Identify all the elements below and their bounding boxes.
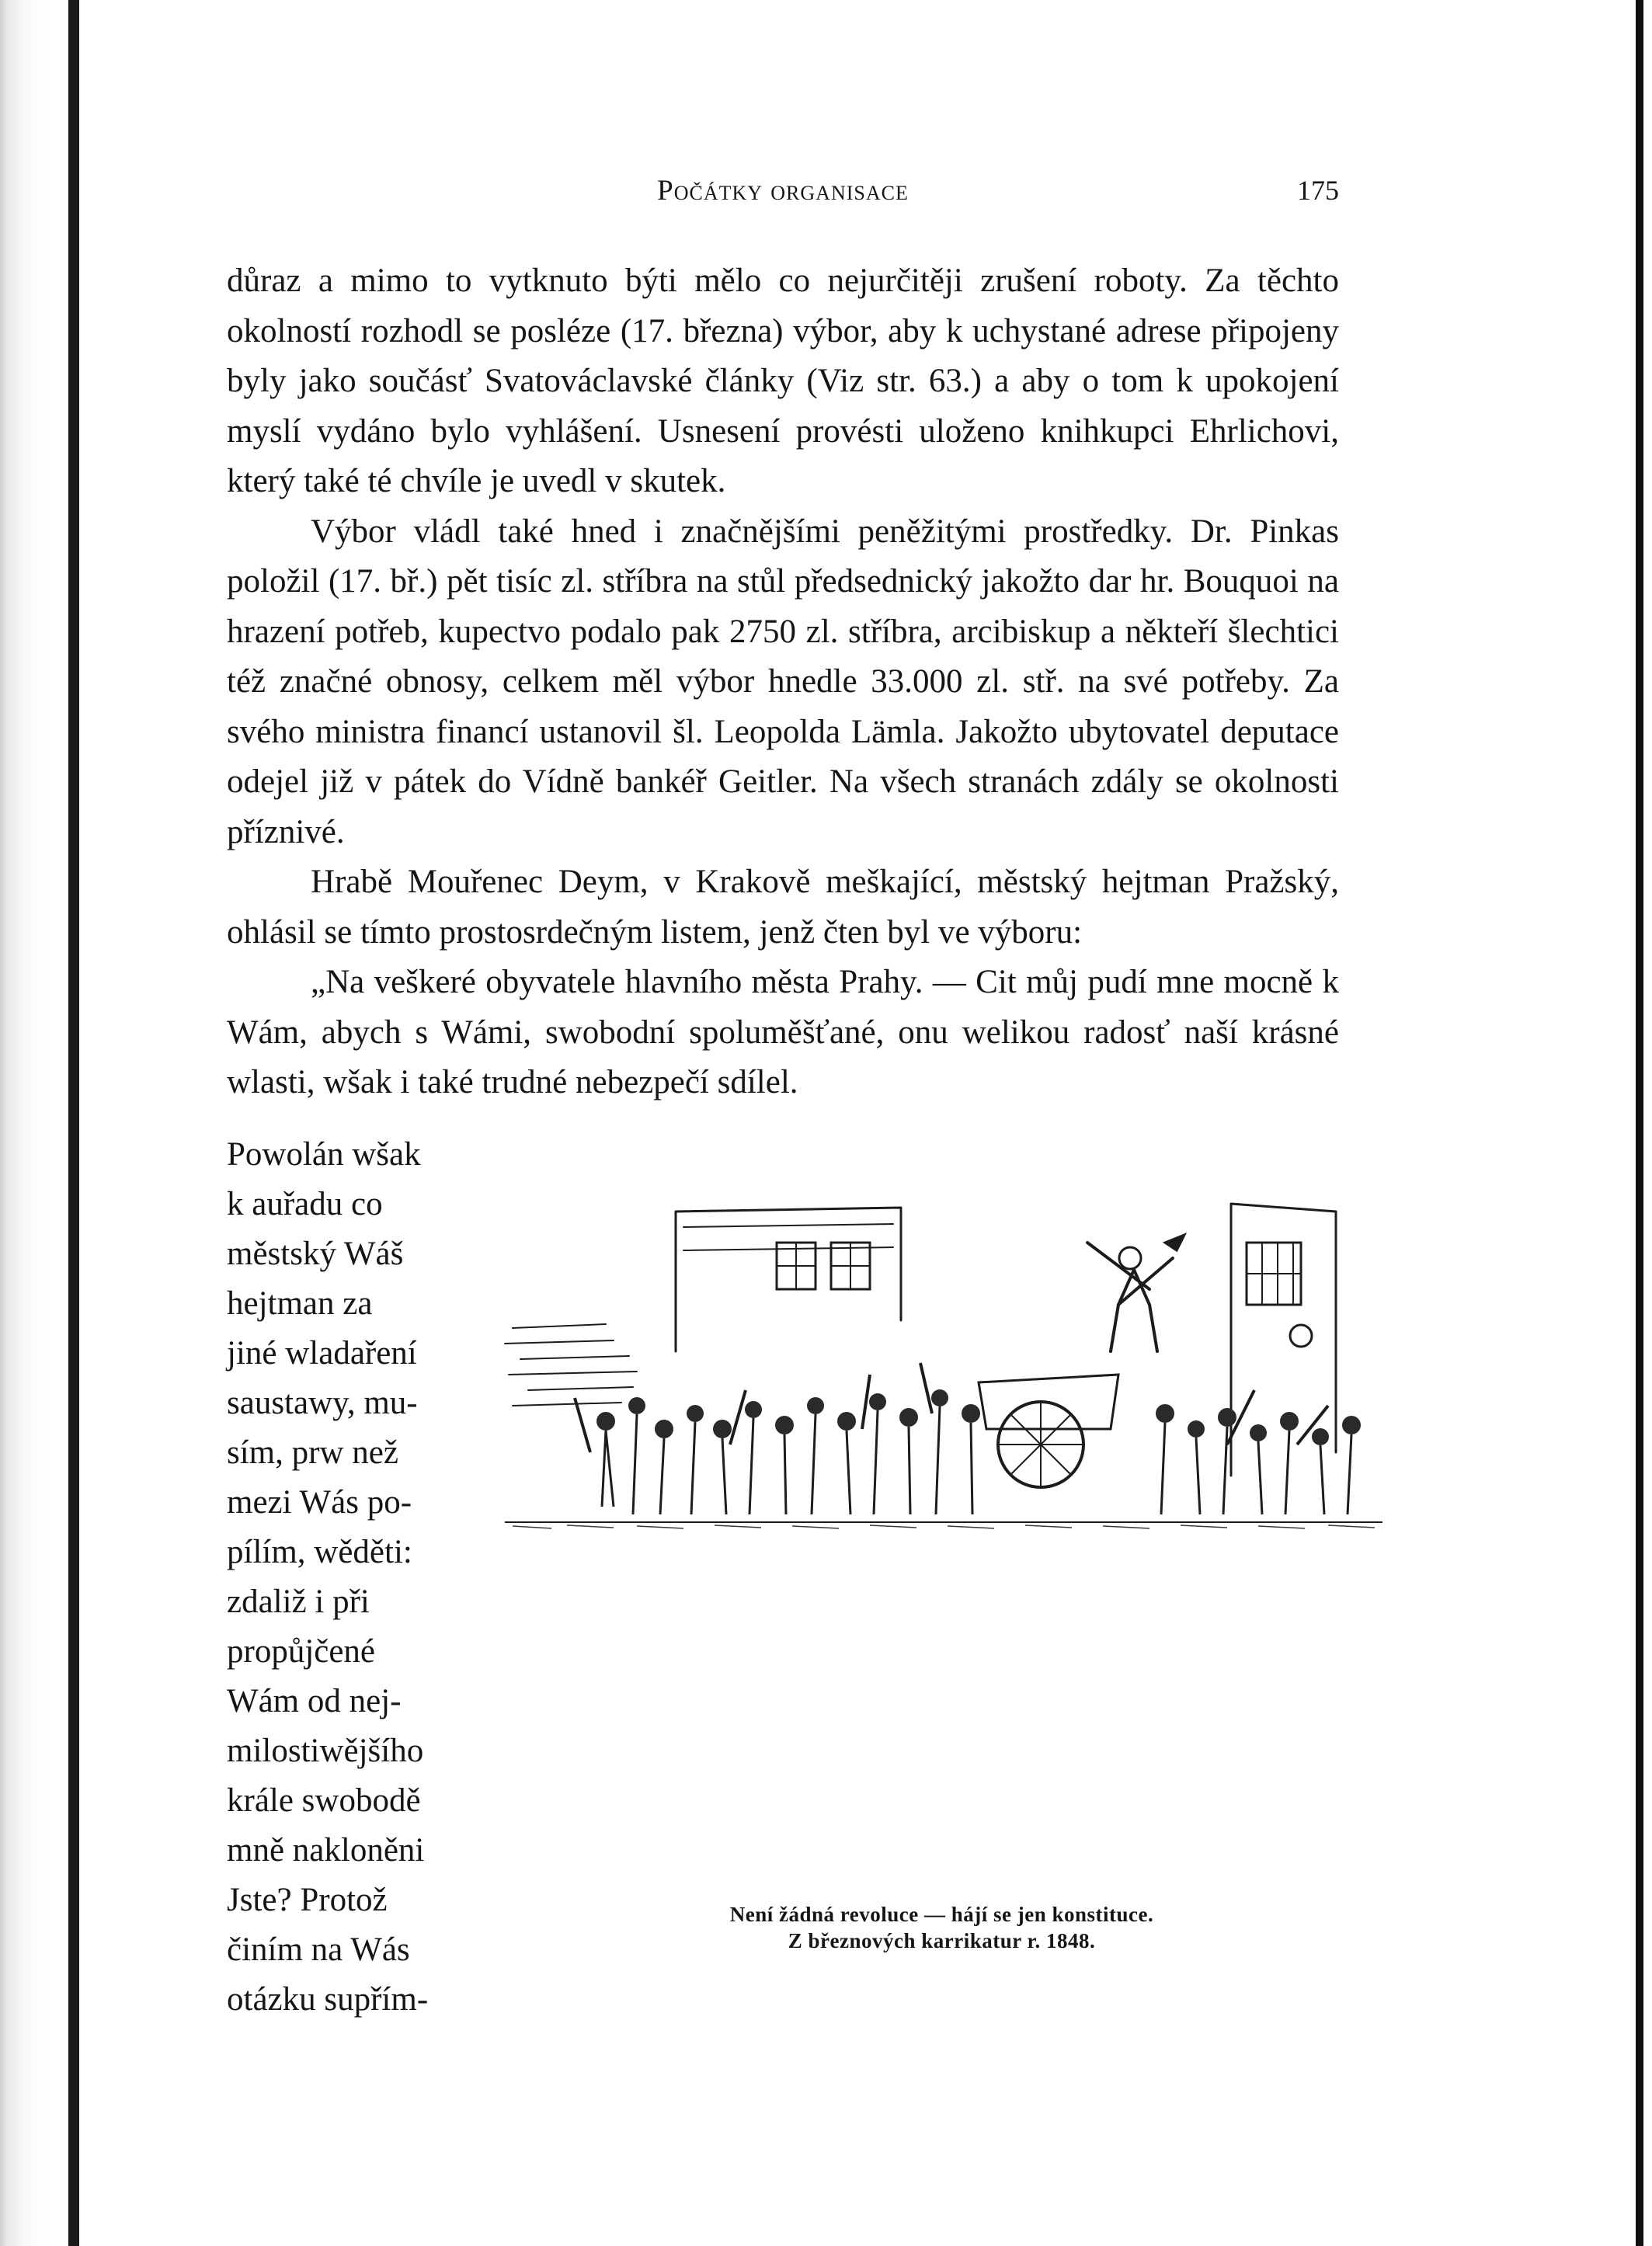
narrow-line: činím na Wás: [227, 1931, 410, 1968]
page-right-edge: [1636, 0, 1643, 2246]
narrow-line: k auřadu co: [227, 1186, 383, 1222]
narrow-line: saustawy, mu-: [227, 1385, 418, 1421]
narrow-line: Wám od nej-: [227, 1683, 402, 1719]
narrow-line: sím, prw než: [227, 1434, 398, 1471]
narrow-line: mně nakloněni: [227, 1832, 425, 1869]
narrow-line: krále swobodě: [227, 1782, 421, 1819]
narrow-line: milostiwějšího: [227, 1733, 424, 1769]
narrow-line: městský Wáš: [227, 1236, 404, 1272]
paragraph-4: „Na veškeré obyvatele hlavního města Prahy. — Cit můj pudí mne mocně k Wám, abych s Wámi, swobodní spoluměšťané, onu welikou radosť naší krásné wlasti, wšak i také trudné nebezpečí sdílel.: [227, 964, 1339, 1100]
body-text: [227, 256, 1339, 1108]
narrow-line: propůjčené: [227, 1633, 376, 1670]
narrow-line: hejtman za: [227, 1285, 373, 1322]
narrow-line: jiné wladaření: [227, 1335, 417, 1372]
narrow-line: Jste? Protož: [227, 1882, 388, 1918]
scan-edge-shadow: [0, 0, 79, 2246]
caricature-illustration: [497, 1196, 1386, 1530]
figure-caption: [497, 1901, 1386, 1954]
page-header: [227, 174, 1339, 213]
narrow-line: Powolán wšak: [227, 1136, 421, 1173]
narrow-line: zdaliž i při: [227, 1584, 370, 1620]
street-crowd-engraving-icon: [497, 1196, 1386, 1530]
caption-line-1: Není žádná revoluce — hájí se jen konstituce.: [729, 1903, 1154, 1926]
narrow-text-column: [227, 1130, 446, 2025]
paragraph-2: Výbor vládl také hned i značnějšími peněžitými prostředky. Dr. Pinkas položil (17. bř.) pět tisíc zl. stříbra na stůl předsednický jakožto dar hr. Bouquoi na hrazení potřeb, kupectvo podalo pak 2750 zl. stříbra, arcibiskup a někteří šlechtici též značné obnosy, celkem měl výbor hnedle 33.000 zl. stř. na své potřeby. Za svého ministra financí ustanovil šl. Leopolda Lämla. Jakožto ubytovatel deputace odejel již v pátek do Vídně bankéř Geitler. Na všech stranách zdály se okolnosti příznivé.: [227, 513, 1339, 850]
page-number: 175: [1297, 175, 1339, 206]
narrow-line: otázku supřím-: [227, 1981, 429, 2018]
narrow-line: mezi Wás po-: [227, 1484, 412, 1521]
paragraph-1: důraz a mimo to vytknuto býti mělo co nejurčitěji zrušení roboty. Za těchto okolností rozhodl se posléze (17. března) výbor, aby k uchystané adrese připojeny byly jako součásť Svatováclavské články (Viz str. 63.) a aby o tom k upokojení myslí vydáno bylo vyhlášení. Usnesení provésti uloženo knihkupci Ehrlichovi, který také té chvíle je uvedl v skutek.: [227, 262, 1339, 499]
running-head: Počátky organisace: [657, 175, 909, 207]
caption-line-2: Z březnových karrikatur r. 1848.: [788, 1929, 1096, 1952]
paragraph-3: Hrabě Mouřenec Deym, v Krakově meškající, městský hejtman Pražský, ohlásil se tímto prostosrdečným listem, jenž čten byl ve výboru:: [227, 864, 1339, 951]
narrow-line: pílím, wěděti:: [227, 1534, 412, 1570]
book-spine-edge: [68, 0, 79, 2246]
